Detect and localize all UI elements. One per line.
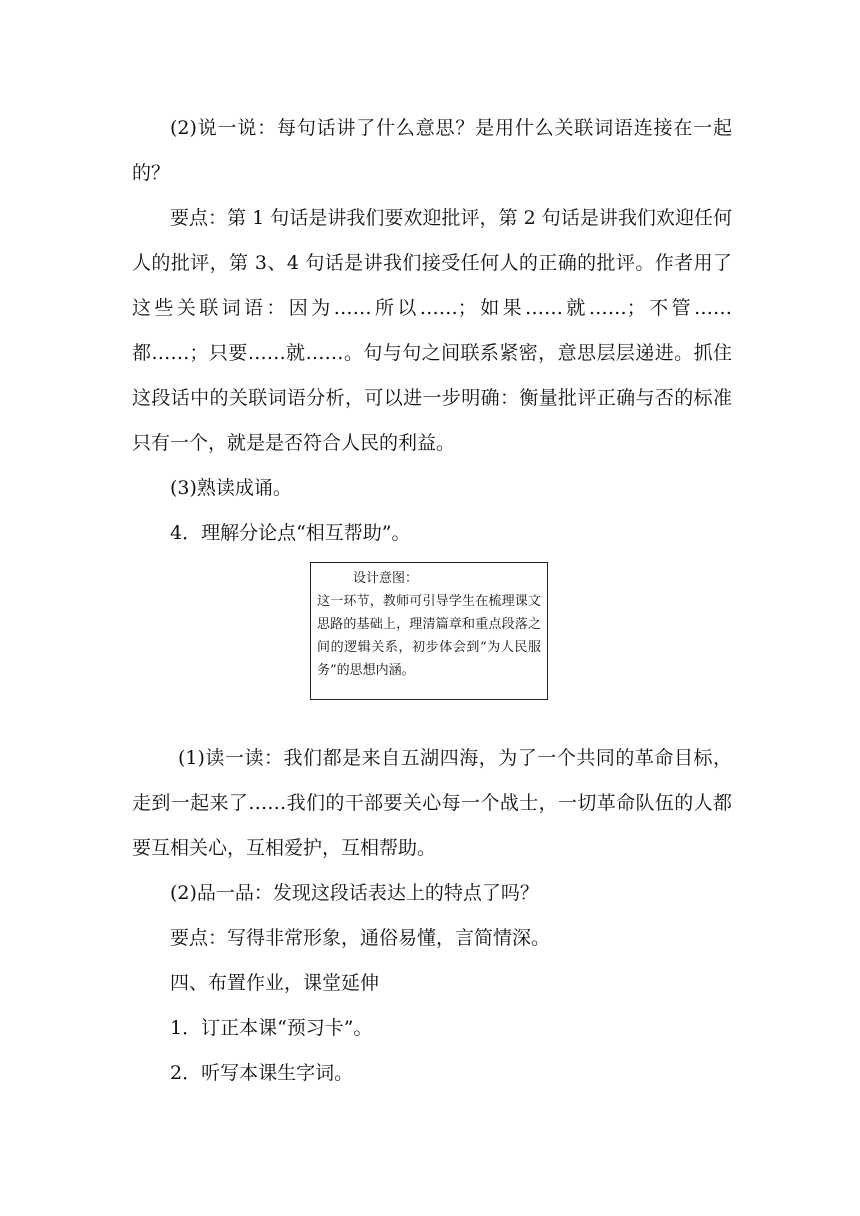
paragraph-subpoint-heading: 4．理解分论点“相互帮助”。 bbox=[170, 522, 411, 544]
paragraph-discussion-question: (2)说一说：每句话讲了什么意思？是用什么关联词语连接在一起的？ bbox=[132, 117, 732, 184]
design-intent-box bbox=[310, 562, 548, 700]
paragraph-key-points-criticism: 要点：第 1 句话是讲我们要欢迎批评，第 2 句话是讲我们欢迎任何人的批评，第 3、4 句话是讲我们接受任何人的正确的批评。作者用了这些关联词语：因为……所以……；如果……就……；不管……都……；只要……就……。句与句之间联系紧密，意思层层递进。抓住这段话中的关联词语分析，可以进一步明确：衡量批评正确与否的标准只有一个，就是是否符合人民的利益。 bbox=[132, 207, 732, 454]
design-intent-body: 这一环节，教师可引导学生在梳理课文思路的基础上，理清篇章和重点段落之间的逻辑关系，初步体会到“为人民服务”的思想内涵。 bbox=[317, 594, 541, 678]
paragraph-recite: (3)熟读成诵。 bbox=[170, 477, 292, 499]
paragraph-key-points-style: 要点：写得非常形象，通俗易懂，言简情深。 bbox=[170, 927, 551, 949]
homework-item-1: 1．订正本课“预习卡”。 bbox=[170, 1017, 373, 1039]
design-intent-title: 设计意图： bbox=[353, 571, 419, 586]
paragraph-appreciate: (2)品一品：发现这段话表达上的特点了吗？ bbox=[170, 882, 539, 904]
paragraph-read-aloud: (1)读一读：我们都是来自五湖四海，为了一个共同的革命目标，走到一起来了……我们的干部要关心每一个战士，一切革命队伍的人都要互相关心，互相爱护，互相帮助。 bbox=[132, 747, 732, 859]
section-heading-homework: 四、布置作业，课堂延伸 bbox=[170, 972, 380, 994]
homework-item-2: 2．听写本课生字词。 bbox=[170, 1062, 354, 1084]
